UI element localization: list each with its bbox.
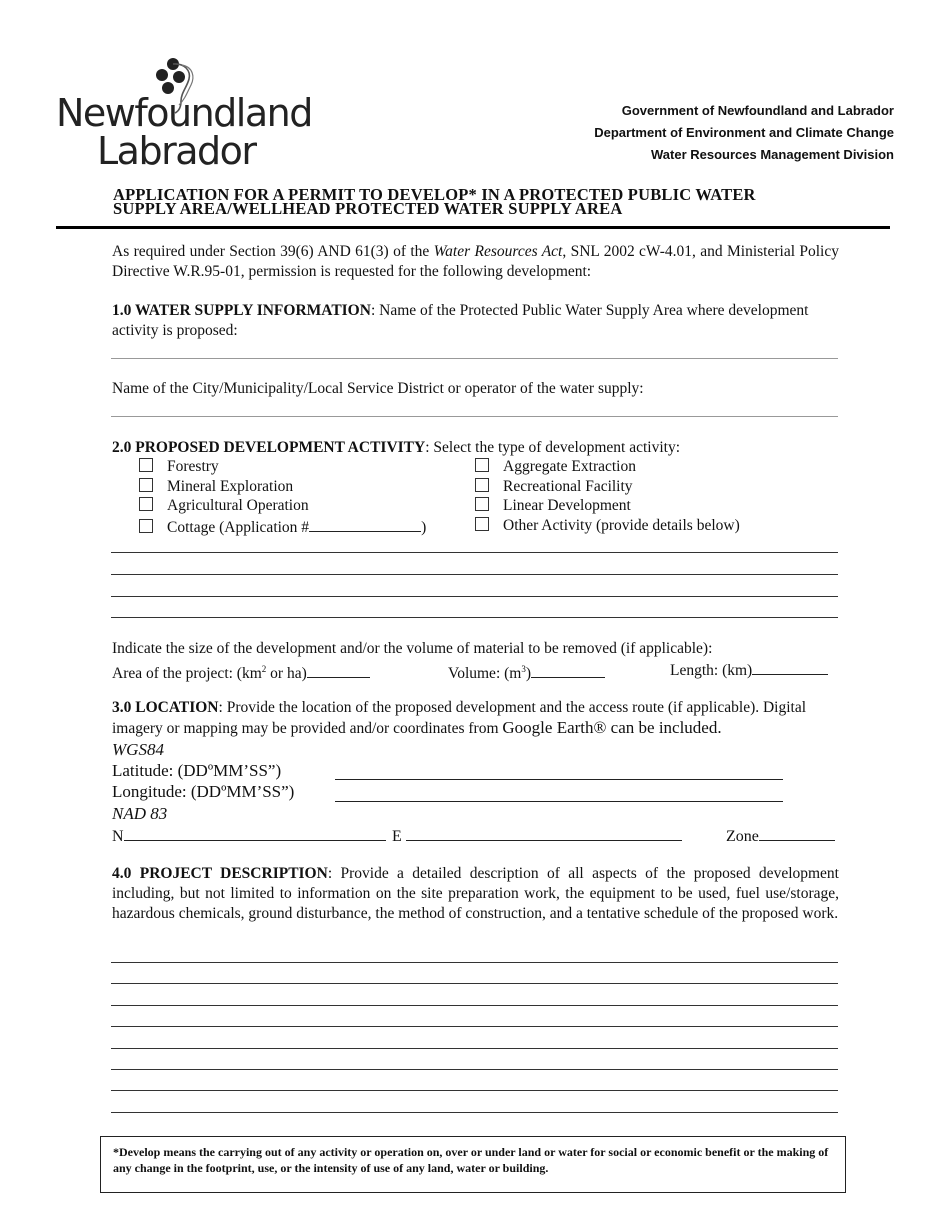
checkbox-aggregate-extraction[interactable] [475,457,636,477]
section-4-text: : Provide a detailed description of all aspects of the proposed development including, but not limited to information on the site preparation work, the equipment to be used, fuel use/storage, hazardous chemicals, ground disturbance, the method of construction, and a tentative schedule of the proposed work. [112,865,839,922]
option-label: Agricultural Operation [167,497,309,514]
government-logo [56,55,312,173]
form-title-line1: APPLICATION FOR A PERMIT TO DEVELOP* IN A PROTECTED PUBLIC WATER [113,185,756,204]
description-line-1[interactable] [111,962,838,963]
checkbox-linear-development[interactable] [475,496,631,516]
description-line-2[interactable] [111,983,838,984]
operator-label: Name of the City/Municipality/Local Service District or operator of the water supply: [112,380,644,397]
latitude-field[interactable] [335,779,783,780]
checkbox-icon [139,497,153,511]
easting-label: E [392,825,682,847]
section-3-heading: 3.0 LOCATION [112,699,219,716]
checkbox-agricultural-operation[interactable] [139,496,309,516]
section-3-text: : Provide the location of the proposed development and the access route (if applicable). Digital imagery or mapping may be provided and/or coordinates from [112,699,807,737]
intro-text: As required under Section 39(6) AND 61(3) of the [112,243,434,260]
option-label: Mineral Exploration [167,478,294,495]
intro-text-end: , SNL 2002 cW-4.01, and Ministerial Policy Directive W.R.95-01, permission is requested for the following development: [112,243,839,280]
section-1-text: : Name of the Protected Public Water Supply Area where development activity is proposed: [112,302,809,339]
checkbox-icon [475,497,489,511]
form-title [113,185,873,218]
longitude-field[interactable] [335,801,783,802]
section-1-heading: 1.0 WATER SUPPLY INFORMATION [112,302,371,319]
section-4-prompt [112,864,839,924]
section-2-text: : Select the type of development activity: [425,439,681,456]
checkbox-icon [139,458,153,472]
checkbox-icon [139,478,153,492]
description-line-8[interactable] [111,1112,838,1113]
checkbox-mineral-exploration[interactable] [139,477,293,497]
description-line-3[interactable] [111,1005,838,1006]
checkbox-recreational-facility[interactable] [475,477,633,497]
application-number-field[interactable] [309,516,421,532]
longitude-label: Longitude: (DDºMM’SS”) [112,782,295,801]
size-fields-row [112,659,839,683]
definition-footnote [100,1136,846,1193]
section-1-prompt [112,301,839,341]
volume-field[interactable] [531,662,605,678]
checkbox-forestry[interactable] [139,457,219,477]
activity-details-line-3[interactable] [111,596,838,597]
zone-field[interactable] [759,825,835,841]
section-2-prompt [112,438,839,458]
header-government: Government of Newfoundland and Labrador [621,103,894,118]
title-divider [56,226,890,229]
operator-name-field[interactable] [111,416,838,417]
checkbox-other-activity[interactable] [475,516,740,536]
option-label: Aggregate Extraction [503,458,636,475]
section-2-heading: 2.0 PROPOSED DEVELOPMENT ACTIVITY [112,439,426,456]
length-label: Length: (km) [670,659,828,681]
latitude-label: Latitude: (DDºMM’SS”) [112,761,282,780]
checkbox-icon [475,478,489,492]
volume-label: Volume: $(m^3)$ [448,659,605,684]
option-label: Other Activity (provide details below) [503,517,740,534]
option-label: Recreational Facility [503,478,633,495]
size-prompt: Indicate the size of the development and/or the volume of material to be removed (if applicable): [112,640,713,657]
area-label: Area of the project: ($km^2$ or ha) [112,659,370,684]
option-label: Cottage (Application # [167,519,310,536]
wgs84-label: WGS84 [112,740,164,759]
checkbox-cottage[interactable] [139,516,426,538]
header-department: Department of Environment and Climate Change [594,125,894,140]
activity-details-line-2[interactable] [111,574,838,575]
description-line-4[interactable] [111,1026,838,1027]
water-supply-name-field[interactable] [111,358,838,359]
header-division: Water Resources Management Division [651,147,894,162]
option-label: Forestry [167,458,219,475]
agency-header [594,100,894,166]
checkbox-icon [475,517,489,531]
google-earth-note: Google Earth® can be included. [502,718,722,737]
checkbox-icon [475,458,489,472]
form-title-line2: SUPPLY AREA/WELLHEAD PROTECTED WATER SUPPLY AREA [113,199,623,218]
description-line-7[interactable] [111,1090,838,1091]
activity-details-line-4[interactable] [111,617,838,618]
logo-line-newfoundland: Newfoundland [56,91,312,135]
northing-label: N [112,825,386,847]
area-field[interactable] [307,662,370,678]
nad-coordinates-row [112,825,839,845]
length-field[interactable] [752,659,828,675]
easting-field[interactable] [406,825,682,841]
section-3-prompt [112,698,839,739]
zone-label: Zone [726,825,835,847]
description-line-5[interactable] [111,1048,838,1049]
option-label: Linear Development [503,497,631,514]
description-line-6[interactable] [111,1069,838,1070]
intro-paragraph [112,242,839,282]
northing-field[interactable] [124,825,386,841]
cottage-close-paren: ) [421,519,427,536]
act-name: Water Resources Act [433,243,563,260]
footnote-text: *Develop means the carrying out of any activity or operation on, over or under land or water for social or economic benefit or the making of any change in the footprint, use, or the intensity of use of any land, water or building. [113,1145,829,1175]
activity-details-line-1[interactable] [111,552,838,553]
logo-line-labrador: Labrador [97,129,256,173]
section-4-heading: 4.0 PROJECT DESCRIPTION [112,865,328,882]
checkbox-icon [139,519,153,533]
nad83-label: NAD 83 [112,804,168,823]
